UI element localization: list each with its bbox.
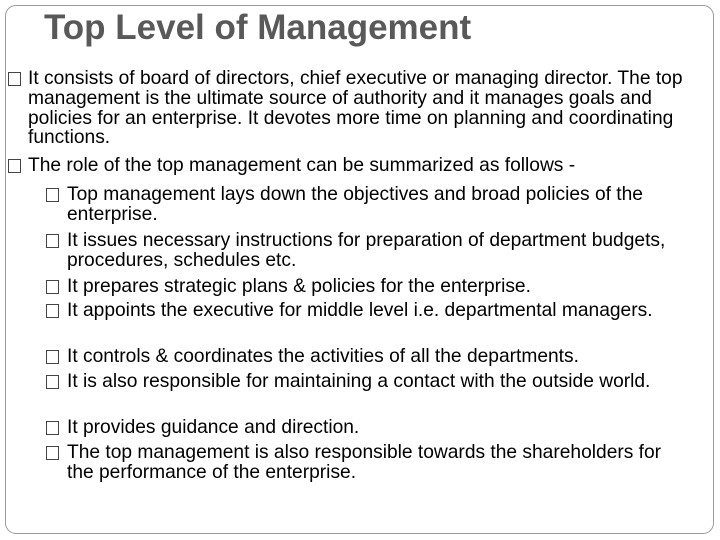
bullet-box-icon [46, 188, 59, 202]
bullet-item [28, 69, 688, 148]
sub-bullet-text: It issues necessary instructions for preparation of department budgets, procedures, schedules etc. [67, 230, 666, 272]
sub-bullet-item [48, 185, 688, 226]
sub-bullet-item [48, 372, 688, 392]
bullet-box-icon [46, 421, 59, 435]
bullet-box-icon [46, 234, 59, 248]
sub-bullet-text: It provides guidance and direction. [67, 417, 360, 438]
bullet-box-icon [8, 72, 21, 86]
bullet-box-icon [46, 350, 59, 364]
bullet-box-icon [46, 375, 59, 389]
bullet-box-icon [46, 280, 59, 294]
sub-bullet-text: Top management lays down the objectives and broad policies of the enterprise. [67, 184, 643, 226]
bullet-box-icon [8, 159, 21, 173]
bullet-text: The role of the top management can be summarized as follows - [28, 155, 576, 176]
bullet-text: It consists of board of directors, chief executive or managing director. The top management is the ultimate source of authority and it manages goals and policies for an enterprise. It devotes more time on planning and coordinating functions. [28, 68, 683, 149]
sub-bullet-item [48, 231, 688, 272]
bullet-box-icon [46, 304, 59, 318]
bullet-item [28, 156, 688, 176]
sub-bullet-item [48, 277, 688, 297]
sub-bullet-item [48, 347, 688, 367]
sub-bullet-text: It prepares strategic plans & policies for the enterprise. [67, 276, 531, 297]
sub-bullet-item [48, 301, 688, 321]
sub-bullet-text: It controls & coordinates the activities of all the departments. [67, 346, 579, 367]
sub-bullet-item [48, 443, 688, 484]
bullet-box-icon [46, 446, 59, 460]
slide-title: Top Level of Management [44, 8, 472, 47]
sub-bullet-text: It appoints the executive for middle level i.e. departmental managers. [67, 300, 653, 321]
sub-bullet-item [48, 418, 688, 438]
sub-bullet-text: The top management is also responsible towards the shareholders for the performance of the enterprise. [67, 442, 662, 484]
sub-bullet-text: It is also responsible for maintaining a contact with the outside world. [67, 371, 651, 392]
